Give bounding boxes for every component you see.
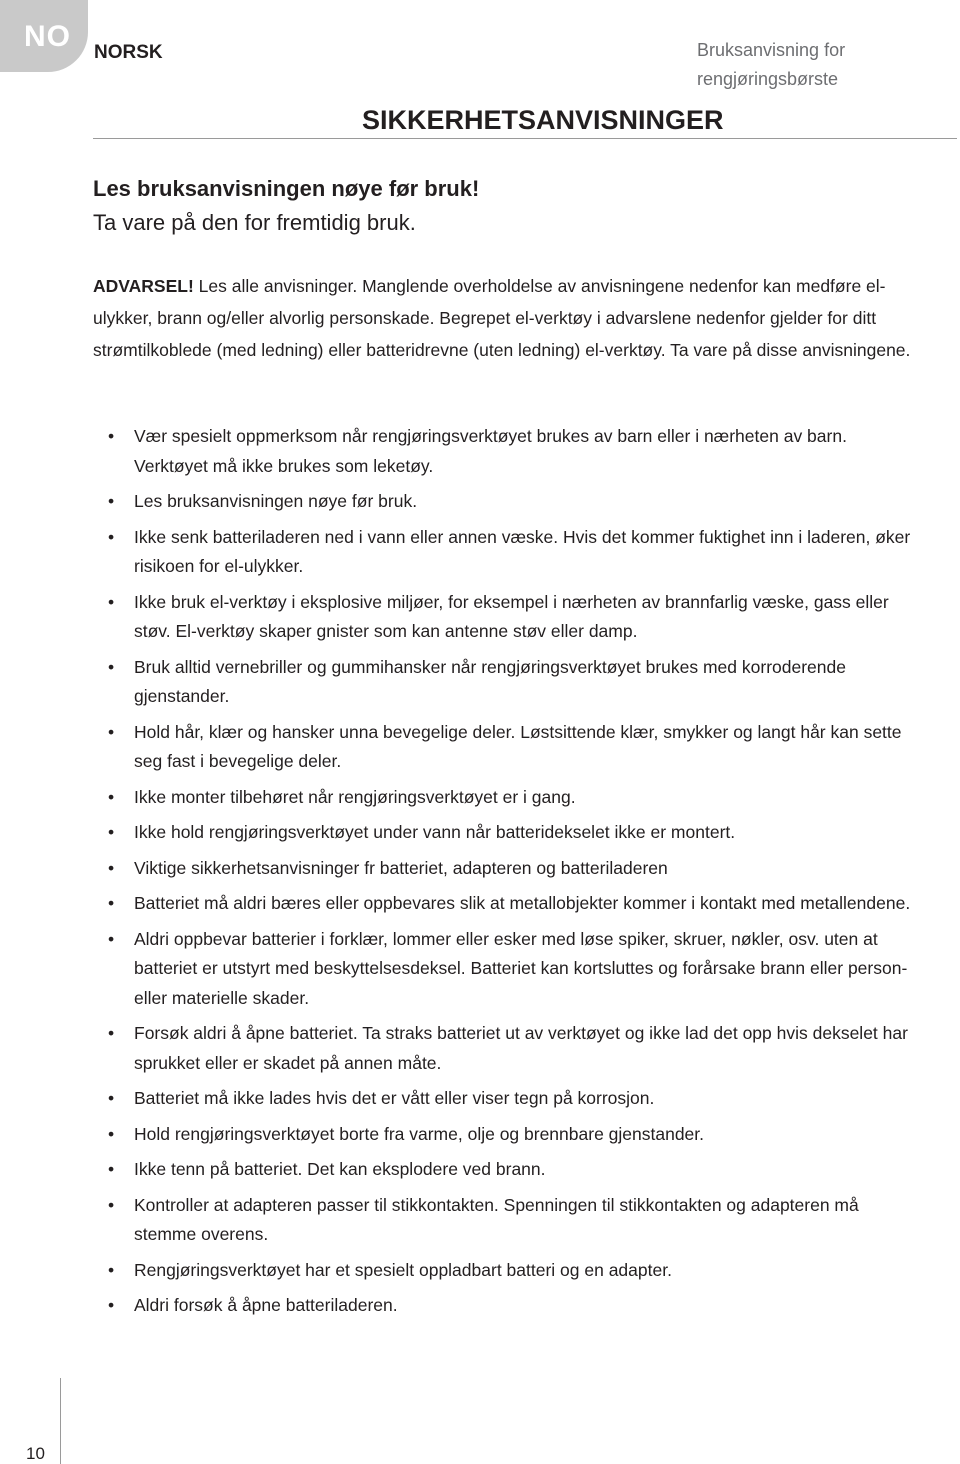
language-name: NORSK [94,42,163,63]
list-item: • Ikke bruk el-verktøy i eksplosive miljøer, for eksempel i nærheten av brannfarlig væske, gass eller støv. El-verktøy skaper gnister som kan antenne støv eller damp. [108,588,918,647]
list-item: • Rengjøringsverktøyet har et spesielt oppladbart batteri og en adapter. [108,1256,918,1286]
document-title-line-2: rengjøringsbørste [697,69,839,89]
list-item: • Viktige sikkerhetsanvisninger fr batteriet, adapteren og batteriladeren [108,854,918,884]
list-item: • Bruk alltid vernebriller og gummihansker når rengjøringsverktøyet brukes med korroderende gjenstander. [108,653,918,712]
list-item: • Les bruksanvisningen nøye før bruk. [108,487,918,517]
intro-subheading: Ta vare på den for fremtidig bruk. [93,210,416,235]
page-number: 10 [26,1444,45,1463]
intro-heading: Les bruksanvisningen nøye før bruk! [93,176,480,201]
list-item: • Batteriet må aldri bæres eller oppbevares slik at metallobjekter kommer i kontakt med metallendene. [108,889,918,919]
document-title-line-1: Bruksanvisning for [697,40,846,60]
list-item: • Vær spesielt oppmerksom når rengjøringsverktøyet brukes av barn eller i nærheten av barn. Verktøyet må ikke brukes som leketøy. [108,422,918,481]
document-title [697,36,947,94]
list-item: • Hold hår, klær og hansker unna bevegelige deler. Løstsittende klær, smykker og langt hår kan sette seg fast i bevegelige deler. [108,718,918,777]
list-item: • Ikke tenn på batteriet. Det kan eksplodere ved brann. [108,1155,918,1185]
header-divider [93,138,957,139]
list-item: • Kontroller at adapteren passer til stikkontakten. Spenningen til stikkontakten og adapteren må stemme overens. [108,1191,918,1250]
list-item: • Ikke hold rengjøringsverktøyet under vann når batteridekselet ikke er montert. [108,818,918,848]
list-item: • Ikke senk batteriladeren ned i vann eller annen væske. Hvis det kommer fuktighet inn i laderen, øker risikoen for el-ulykker. [108,523,918,582]
warning-text: Les alle anvisninger. Manglende overholdelse av anvisningene nedenfor kan medføre el-ulykker, brann og/eller alvorlig personskade. Begrepet el-verktøy i advarslene nedenfor gjelder for ditt strømtilkoblede (med ledning) eller batteridrevne (uten ledning) el-verktøy. Ta vare på disse anvisningene. [93,276,911,360]
safety-instructions-list [108,422,918,1327]
list-item: • Aldri oppbevar batterier i forklær, lommer eller esker med løse spiker, skruer, nøkler, osv. uten at batteriet er utstyrt med beskyttelsesdeksel. Batteriet kan kortsluttes og forårsake brann eller person- eller materielle skader. [108,925,918,1014]
section-title: SIKKERHETSANVISNINGER [362,105,724,135]
warning-paragraph [93,270,933,366]
warning-label: ADVARSEL! [93,276,194,296]
list-item: • Batteriet må ikke lades hvis det er vått eller viser tegn på korrosjon. [108,1084,918,1114]
list-item: • Aldri forsøk å åpne batteriladeren. [108,1291,918,1321]
page-footer [0,1378,61,1464]
language-tab [0,0,88,72]
list-item: • Hold rengjøringsverktøyet borte fra varme, olje og brennbare gjenstander. [108,1120,918,1150]
list-item: • Ikke monter tilbehøret når rengjøringsverktøyet er i gang. [108,783,918,813]
language-code: NO [24,20,71,53]
list-item: • Forsøk aldri å åpne batteriet. Ta straks batteriet ut av verktøyet og ikke lad det opp hvis dekselet har sprukket eller er skadet på annen måte. [108,1019,918,1078]
